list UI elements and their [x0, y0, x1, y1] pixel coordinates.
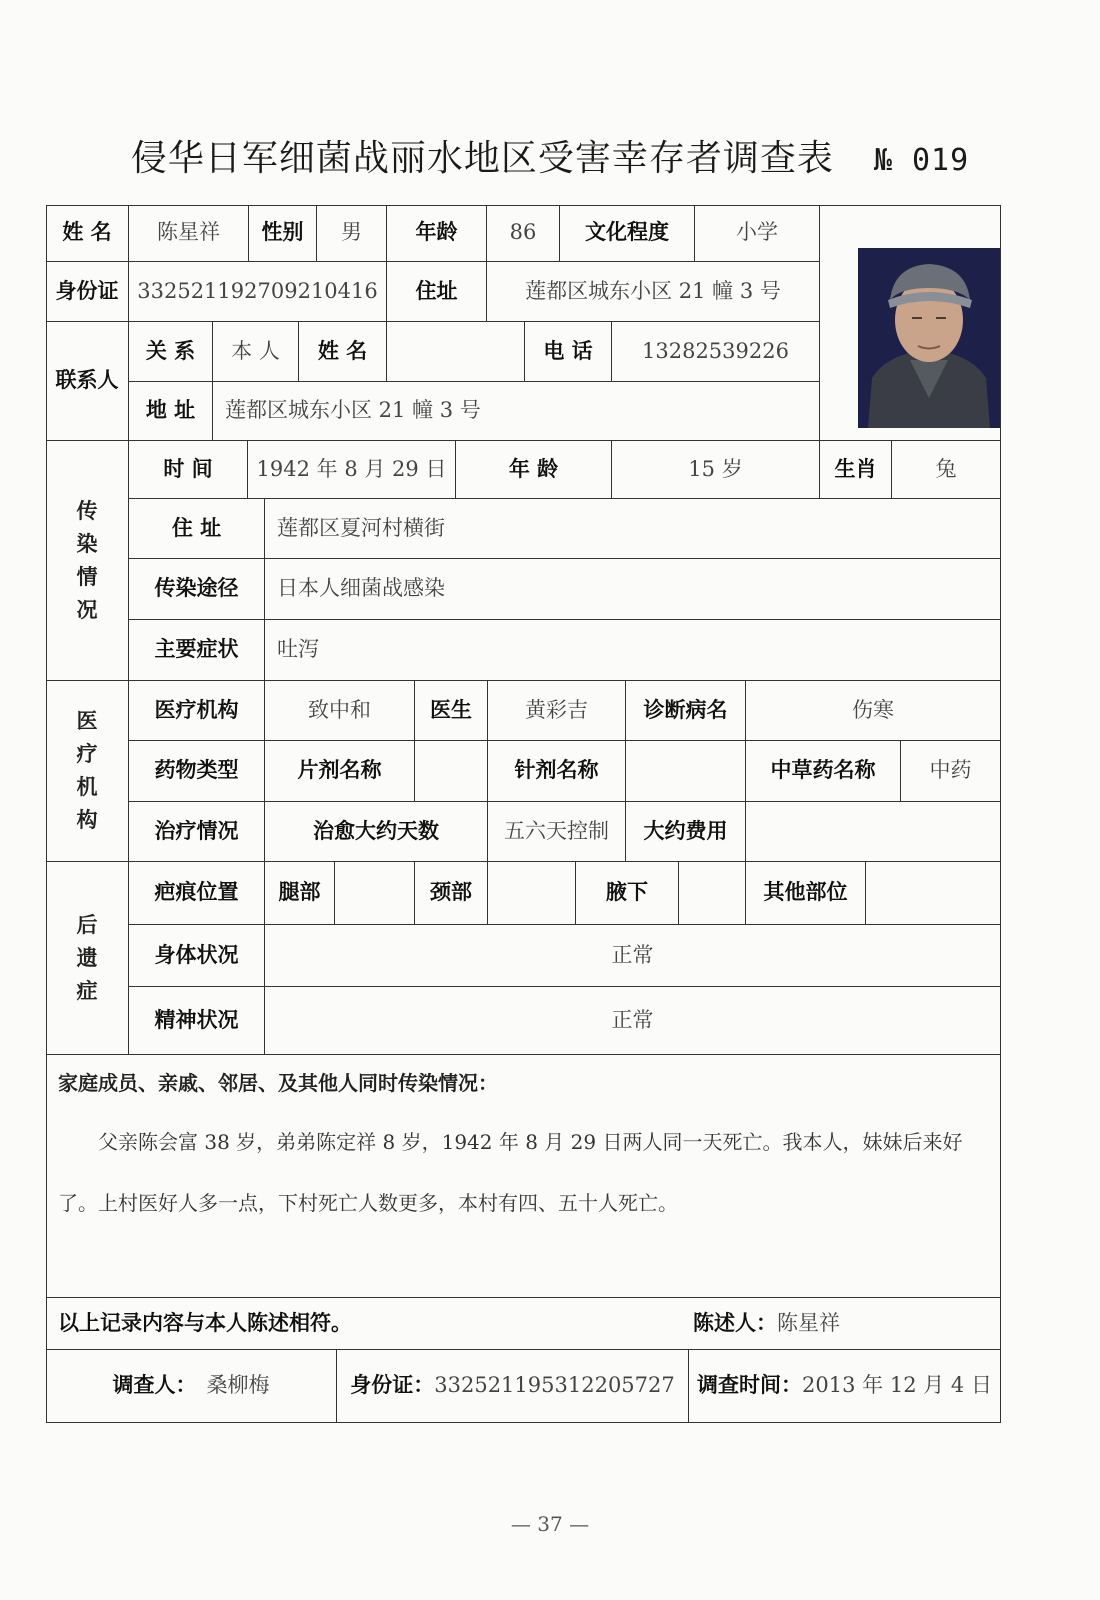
treatment-label: 治疗情况	[129, 802, 265, 862]
id-value: 332521192709210416	[129, 262, 387, 322]
infection-section-label	[46, 441, 129, 681]
medical-char: 构	[76, 808, 98, 832]
medical-section-label	[46, 681, 129, 862]
cost-value	[746, 802, 1001, 862]
name-value: 陈星祥	[129, 205, 249, 262]
gender-label: 性别	[249, 205, 317, 262]
neck-value	[488, 862, 576, 925]
infection-age-value: 15 岁	[612, 441, 820, 499]
contact-relation-label: 关 系	[129, 322, 213, 382]
name-label: 姓 名	[46, 205, 129, 262]
institution-label: 医疗机构	[129, 681, 265, 741]
scar-label: 疤痕位置	[129, 862, 265, 925]
survey-date-label: 调查时间：	[697, 1373, 803, 1398]
investigator-label: 调查人：	[112, 1373, 197, 1398]
narrator-name: 陈星祥	[777, 1310, 840, 1335]
investigator-cell	[46, 1350, 337, 1423]
portrait-image	[858, 248, 1000, 428]
institution-value: 致中和	[265, 681, 415, 741]
page-number: — 37 —	[510, 1512, 590, 1536]
education-value: 小学	[695, 205, 820, 262]
age-value: 86	[487, 205, 560, 262]
family-infection-heading: 家庭成员、亲戚、邻居、及其他人同时传染情况：	[58, 1071, 498, 1095]
sequelae-char: 后	[76, 912, 98, 937]
symptoms-value: 吐泻	[265, 620, 1001, 681]
sequelae-char: 症	[76, 978, 98, 1003]
herbal-label: 中草药名称	[746, 741, 901, 802]
days-label: 治愈大约天数	[265, 802, 488, 862]
medical-char: 机	[76, 775, 98, 799]
family-infection-block	[46, 1055, 1001, 1298]
id-label: 身份证	[46, 262, 129, 322]
injection-value	[626, 741, 746, 802]
infection-route-value: 日本人细菌战感染	[265, 559, 1001, 620]
statement-row	[46, 1298, 1001, 1350]
form-title-text: 侵华日军细菌战丽水地区受害幸存者调查表	[130, 138, 834, 179]
medical-char: 医	[76, 709, 98, 733]
body-condition-label: 身体状况	[129, 925, 265, 987]
tablet-label: 片剂名称	[265, 741, 415, 802]
infection-char: 传	[76, 498, 98, 523]
leg-value	[335, 862, 415, 925]
symptoms-label: 主要症状	[129, 620, 265, 681]
address-label: 住址	[387, 262, 487, 322]
contact-name-value	[387, 322, 525, 382]
cost-label: 大约费用	[626, 802, 746, 862]
survey-date-cell	[689, 1350, 1001, 1423]
age-label: 年龄	[387, 205, 487, 262]
gender-value: 男	[317, 205, 387, 262]
narrator	[693, 1311, 840, 1336]
infection-char: 情	[76, 564, 98, 589]
armpit-label: 腋下	[576, 862, 679, 925]
family-infection-text: 父亲陈会富 38 岁，弟弟陈定祥 8 岁，1942 年 8 月 29 日两人同一天死亡。我本人，妹妹后来好了。上村医好人多一点，下村死亡人数更多，本村有四、五十人死亡。	[58, 1130, 963, 1215]
investigator-id-value: 332521195312205727	[434, 1373, 675, 1398]
diagnosis-label: 诊断病名	[626, 681, 746, 741]
injection-label: 针剂名称	[488, 741, 626, 802]
survey-date-value: 2013 年 12 月 4 日	[802, 1373, 992, 1398]
sequelae-char: 遗	[76, 945, 98, 970]
contact-address-label: 地 址	[129, 382, 213, 441]
infection-char: 染	[76, 531, 98, 556]
doctor-value: 黄彩吉	[488, 681, 626, 741]
leg-label: 腿部	[265, 862, 335, 925]
sequelae-section-label	[46, 862, 129, 1055]
days-value: 五六天控制	[488, 802, 626, 862]
body-condition-value: 正常	[265, 925, 1001, 987]
tablet-value	[415, 741, 488, 802]
investigator-name: 桑柳梅	[206, 1373, 270, 1398]
form-number: № 019	[873, 143, 970, 178]
mental-condition-label: 精神状况	[129, 987, 265, 1055]
narrator-label: 陈述人：	[693, 1310, 777, 1335]
contact-section-label: 联系人	[46, 322, 129, 441]
neck-label: 颈部	[415, 862, 488, 925]
infection-address-label: 住 址	[129, 499, 265, 559]
diagnosis-value: 伤寒	[746, 681, 1001, 741]
infection-age-label: 年 龄	[456, 441, 612, 499]
medical-char: 疗	[76, 742, 98, 766]
infection-char: 况	[76, 597, 98, 622]
armpit-value	[679, 862, 746, 925]
herbal-value: 中药	[901, 741, 1001, 802]
drug-type-label: 药物类型	[129, 741, 265, 802]
contact-relation-value: 本 人	[213, 322, 299, 382]
contact-address-value: 莲都区城东小区 21 幢 3 号	[213, 382, 820, 441]
infection-time-label: 时 间	[129, 441, 248, 499]
investigator-id-label: 身份证：	[350, 1373, 435, 1398]
zodiac-value: 兔	[892, 441, 1001, 499]
contact-name-label: 姓 名	[299, 322, 387, 382]
contact-phone-value: 13282539226	[612, 322, 820, 382]
mental-condition-value: 正常	[265, 987, 1001, 1055]
education-label: 文化程度	[560, 205, 695, 262]
address-value: 莲都区城东小区 21 幢 3 号	[487, 262, 820, 322]
statement-text: 以上记录内容与本人陈述相符。	[58, 1310, 352, 1335]
contact-phone-label: 电 话	[525, 322, 612, 382]
other-value	[866, 862, 1001, 925]
infection-address-value: 莲都区夏河村横街	[265, 499, 1001, 559]
doctor-label: 医生	[415, 681, 488, 741]
form-title	[0, 130, 1100, 181]
other-label: 其他部位	[746, 862, 866, 925]
portrait-photo	[858, 248, 1000, 428]
infection-time-value: 1942 年 8 月 29 日	[248, 441, 456, 499]
investigator-id-cell	[337, 1350, 689, 1423]
infection-route-label: 传染途径	[129, 559, 265, 620]
zodiac-label: 生肖	[820, 441, 892, 499]
